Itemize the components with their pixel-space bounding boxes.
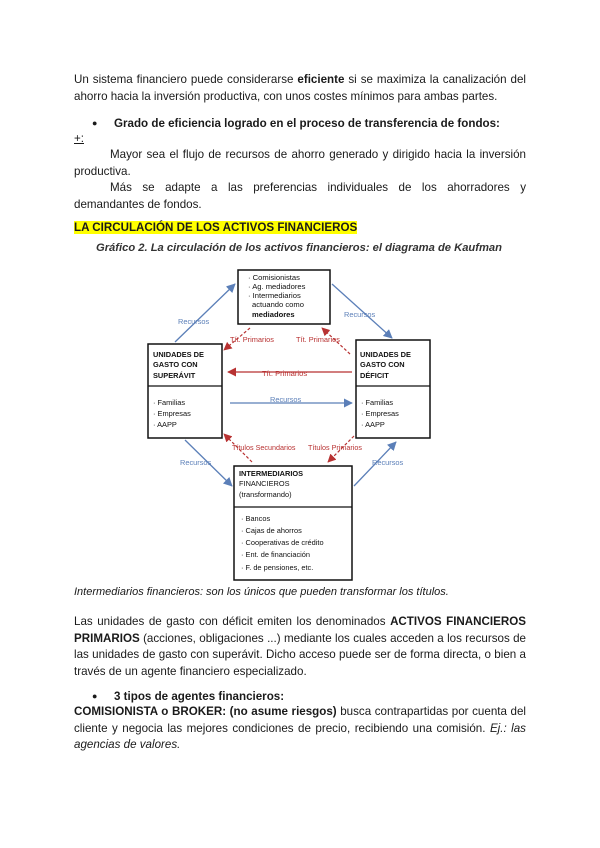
intro-text-start: Un sistema financiero puede considerarse xyxy=(74,73,298,86)
resources-arrow-surplus-to-mediators xyxy=(175,284,235,342)
deficit-title-3: DÉFICIT xyxy=(360,371,389,380)
mediators-item-1: · Comisionistas xyxy=(248,273,300,282)
broker-example: Ej.: las agencias de valores. xyxy=(74,721,526,751)
kaufman-diagram-title: Gráfico 2. La circulación de los activos financieros: el diagrama de Kaufman xyxy=(96,242,502,254)
surplus-units-box xyxy=(148,344,222,438)
bullet-agent-types-text: 3 tipos de agentes financieros: xyxy=(114,690,285,703)
label-recursos-top-right: Recursos xyxy=(344,310,376,319)
intermediaries-item-2: · Cajas de ahorros xyxy=(241,526,302,535)
para2-bold-term: ACTIVOS FINANCIEROS PRIMARIOS xyxy=(74,615,527,645)
label-tit-primarios-left: Tít. Primarios xyxy=(230,335,274,344)
surplus-title-1: UNIDADES DE xyxy=(153,350,204,359)
label-titulos-secundarios: Títulos Secundarios xyxy=(232,443,296,452)
deficit-item-3: · AAPP xyxy=(361,420,385,429)
intermediaries-title-1: INTERMEDIARIOS xyxy=(239,469,304,478)
broker-text: busca contrapartidas por cuenta del cliente y negocia las mejores condiciones de precio, recibiendo una comisión. xyxy=(74,705,526,735)
bullet-agent-types xyxy=(92,688,526,706)
intermediaries-item-4: · Ent. de financiación xyxy=(241,550,311,559)
intermediaries-item-1: · Bancos xyxy=(241,514,271,523)
intermediaries-item-5: · F. de pensiones, etc. xyxy=(241,563,314,572)
label-recursos-bottom-left: Recursos xyxy=(180,458,212,467)
section-heading xyxy=(74,220,526,237)
mediators-box xyxy=(238,270,330,324)
label-titulos-primarios: Títulos Primarios xyxy=(308,443,362,452)
broker-bold-term: COMISIONISTA o BROKER: (no asume riesgos) xyxy=(74,705,337,718)
surplus-item-3: · AAPP xyxy=(153,420,177,429)
mediators-item-2: · Ag. mediadores xyxy=(248,282,306,291)
mediators-item-3: · Intermediarios xyxy=(248,291,301,300)
diagram-caption: Intermediarios financieros: son los únicos que pueden transformar los títulos. xyxy=(74,586,449,598)
section-heading-text: LA CIRCULACIÓN DE LOS ACTIVOS FINANCIEROS xyxy=(74,221,358,234)
deficit-title-1: UNIDADES DE xyxy=(360,350,411,359)
surplus-item-2: · Empresas xyxy=(153,409,191,418)
para2-text-start: Las unidades de gasto con déficit emiten los denominados xyxy=(74,615,391,628)
point-one: Mayor sea el flujo de recursos de ahorro generado y dirigido hacia la inversión productiva. xyxy=(74,148,526,178)
surplus-title-3: SUPERÁVIT xyxy=(153,371,196,380)
broker-paragraph xyxy=(74,704,526,754)
label-tit-primarios-middle: Tít. Primarios xyxy=(262,369,308,378)
intro-bold-term: eficiente xyxy=(297,73,345,86)
point-two: Más se adapte a las preferencias individuales de los ahorradores y demandantes de fondos. xyxy=(74,181,526,211)
primary-assets-paragraph xyxy=(74,614,526,680)
deficit-title-2: GASTO CON xyxy=(360,360,405,369)
mediators-item-5: mediadores xyxy=(252,310,295,319)
deficit-item-1: · Familias xyxy=(361,398,394,407)
intermediaries-item-3: · Cooperativas de crédito xyxy=(241,538,324,547)
kaufman-diagram xyxy=(0,262,600,592)
para2-text-end: (acciones, obligaciones ...) mediante los cuales acceden a los recursos de las unidades de gasto con superávit. Dicho acceso puede ser de forma directa, o bien a través de un agente financiero especializado. xyxy=(74,631,526,678)
intermediaries-box xyxy=(234,466,352,580)
intro-paragraph xyxy=(74,72,526,105)
label-tit-primarios-right: Tít. Primarios xyxy=(296,335,340,344)
mediators-item-4: actuando como xyxy=(252,300,304,309)
label-recursos-bottom-right: Recursos xyxy=(372,458,404,467)
bullet-efficiency xyxy=(92,115,526,133)
label-recursos-middle: Recursos xyxy=(270,395,302,404)
deficit-item-2: · Empresas xyxy=(361,409,399,418)
plus-mark: +: xyxy=(74,132,84,145)
bullet-efficiency-text: Grado de eficiencia logrado en el proceso de transferencia de fondos: xyxy=(114,117,500,130)
deficit-units-box xyxy=(356,340,430,438)
intermediaries-title-2: FINANCIEROS xyxy=(239,479,290,488)
intermediaries-title-3: (transformando) xyxy=(239,490,292,499)
surplus-title-2: GASTO CON xyxy=(153,360,198,369)
surplus-item-1: · Familias xyxy=(153,398,186,407)
label-recursos-top-left: Recursos xyxy=(178,317,210,326)
intro-text-end: si se maximiza la canalización del ahorro hacia la inversión productiva, con unos costes mínimos para ambas partes. xyxy=(74,73,526,103)
